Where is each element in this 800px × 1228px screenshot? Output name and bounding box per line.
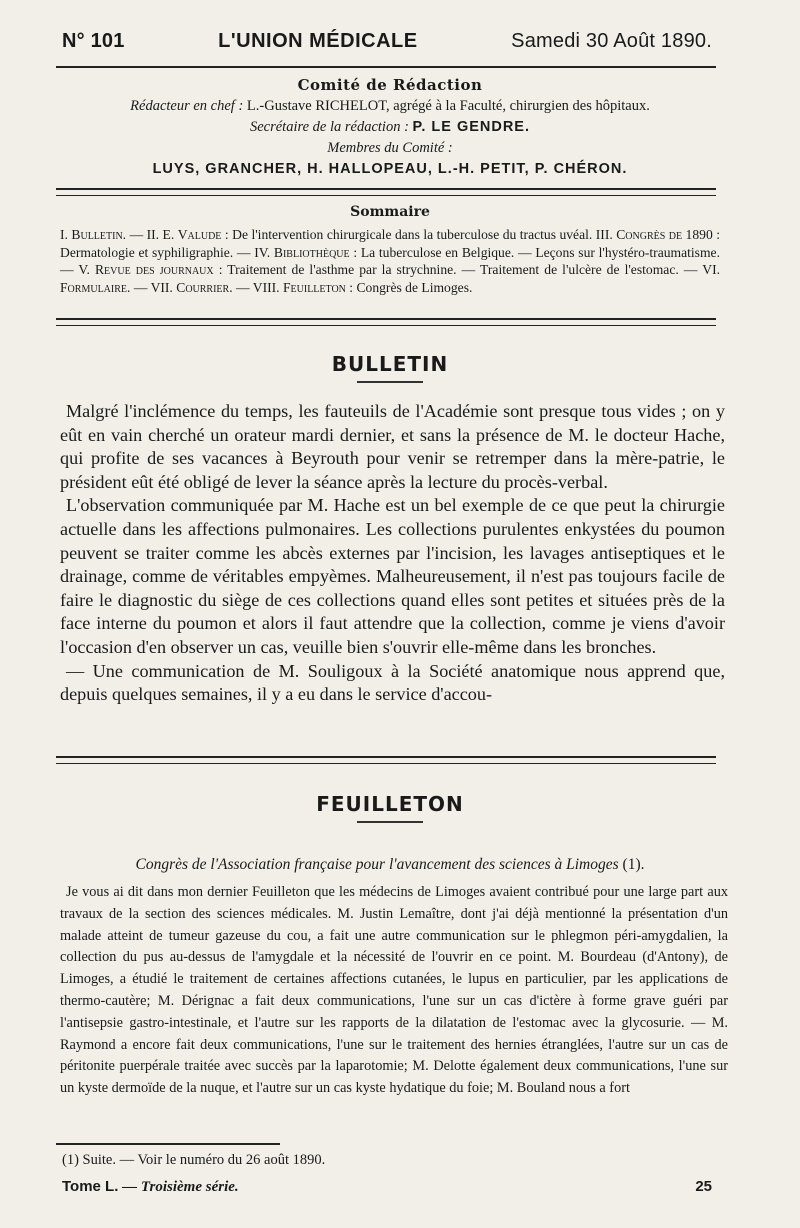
committee-rule [56,188,716,196]
editor-name: L.-Gustave RICHELOT, agrégé à la Faculté, chirurgien des hôpitaux. [246,98,650,114]
members-label: Membres du Comité : [327,140,453,156]
sommaire-rule [56,318,716,326]
bulletin-body [60,400,725,707]
editor-role: Rédacteur en chef : [130,98,244,114]
sommaire-title: Sommaire [350,204,430,220]
title-underline [357,381,423,383]
sommaire-item: VII. Courrier. — [150,279,250,295]
page-number: 25 [695,1178,712,1195]
page-footer [62,1178,712,1196]
secretary-name: P. LE GENDRE. [412,119,531,135]
editor-line [60,98,720,115]
sommaire-item: I. Bulletin. — [60,227,144,242]
feuilleton-paragraph: Je vous ai dit dans mon dernier Feuilleton que les médecins de Limoges avaient contribué pour une large part aux travaux de la section des sciences médicales. M. Justin Lemaître, dont j'ai déjà mentionné la présentation d'un malade atteint de tumeur gazeuse du cou, a fait une autre communication sur le phlegmon péri-amygdalien, la collection du pus au-dessus de l'amygdale et la nécessité de l'ouvrir en ce point. M. Bourdeau (d'Antony), de Limoges, a étudié le traitement de certaines affections cutanées, le lupus en particulier, par les applications de thermo-cautère; M. Dérignac a fait deux communications, l'une sur un cas d'ictère à forme grave guéri par l'antisepsie gastro-intestinale, et l'autre sur les rapports de la dilatation de l'estomac avec la glycosurie. — M. Raymond a encore fait deux communications, l'une sur le traitement des hernies étranglées, l'autre sur un cas de péritonite puerpérale traitée avec succès par la laparotomie; M. Delotte également deux communications, l'une sur un kyste dermoïde de la nuque, et l'autre sur un cas kyste hydatique du foie; M. Bouland nous a fort [60,884,728,1097]
editorial-committee [60,76,720,177]
feuilleton-body [60,882,728,1100]
header-rule [56,66,716,68]
footnote-rule [56,1143,280,1145]
secretary-role: Secrétaire de la rédaction : [249,119,409,135]
issue-number: N° 101 [62,30,125,52]
sommaire-list [60,226,720,296]
sommaire-item: V. Revue des journaux : Traitement de l'asthme par la strychnine. — Traitement de l'ulcère de l'estomac. — [78,262,698,277]
feuilleton-title: FEUILLETON [60,792,720,823]
sommaire-item: VIII. Feuilleton : Congrès de Limoges. [252,279,473,295]
feuilleton-rule [56,756,716,764]
sommaire-item: II. E. Valude : De l'intervention chirurgicale dans la tuberculose du tractus uvéal. [146,227,593,242]
feuilleton-subtitle: Congrès de l'Association française pour l'avancement des sciences à Limoges (1). [135,856,645,873]
bulletin-title: BULLETIN [60,352,720,383]
sommaire-item: VI. Formulaire. — [60,262,720,295]
sommaire-item: III. Congrès de 1890 : Dermatologie et syphiligraphie. — [60,227,720,260]
title-underline [357,821,423,823]
bulletin-paragraph: Malgré l'inclémence du temps, les fauteuils de l'Académie sont presque tous vides ; on y eût en vain cherché un orateur mardi dernier, et sans la présence de M. le docteur Hache, qui profite de ses vacances à Beyrouth pour venir se retremper dans la mère-patrie, le président eût été obligé de lever la séance après la lecture du procès-verbal. [60,401,725,492]
volume-info: Tome L. — Troisième série. [62,1178,239,1195]
secretary-line [60,119,720,136]
issue-date: Samedi 30 Août 1890. [511,30,712,52]
page-header [62,30,712,62]
footnote: (1) Suite. — Voir le numéro du 26 août 1890. [62,1152,326,1168]
bulletin-paragraph: L'observation communiquée par M. Hache est un bel exemple de ce que peut la chirurgie actuelle dans les affections pulmonaires. Les collections purulentes enkystées du poumon peuvent se traiter comme les abcès externes par l'incision, les lavages antiseptiques et le drainage, comme de véritables empyèmes. Malheureusement, il n'est pas toujours facile de faire le diagnostic du siège de ces collections quand elles sont petites et situées près de la face interne du poumon et alors il faut attendre que la collection, comme je viens d'avoir l'occasion d'en observer un cas, veuille bien s'ouvrir elle-même dans les bronches. [60,495,725,657]
bulletin-paragraph: — Une communication de M. Souligoux à la Société anatomique nous apprend que, depuis quelques semaines, il y a eu dans le service d'accou- [60,660,725,705]
committee-members: LUYS, GRANCHER, H. HALLOPEAU, L.-H. PETIT, P. CHÉRON. [152,161,628,177]
committee-title: Comité de Rédaction [297,76,483,94]
sommaire-item: IV. Bibliothèque : La tuberculose en Belgique. — Leçons sur l'hystéro-traumatisme. — [60,244,720,277]
journal-title: L'UNION MÉDICALE [218,30,418,52]
